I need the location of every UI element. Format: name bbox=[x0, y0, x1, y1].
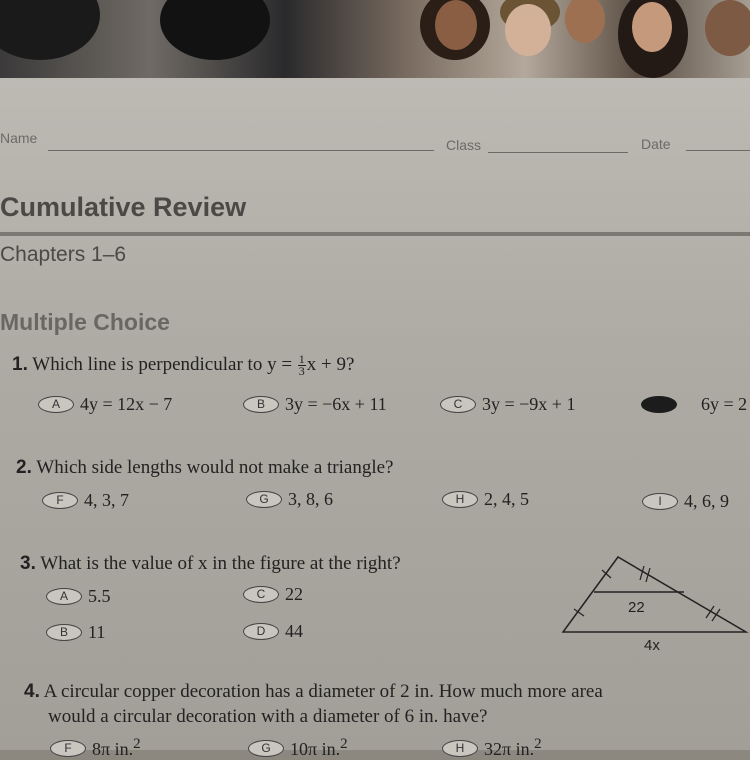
question-text: Which line is perpendicular to y = bbox=[32, 354, 293, 375]
question-text-end: x + 9? bbox=[306, 354, 355, 375]
date-field[interactable] bbox=[686, 150, 750, 151]
tick-mark bbox=[712, 609, 720, 621]
class-label: Class bbox=[446, 137, 482, 153]
choice-3d[interactable]: D 44 bbox=[243, 621, 303, 642]
answer-bubble[interactable]: A bbox=[46, 588, 82, 605]
answer-bubble[interactable]: F bbox=[50, 740, 86, 757]
name-label: Name bbox=[0, 130, 38, 146]
answer-bubble[interactable]: B bbox=[46, 624, 82, 641]
choice-2h[interactable]: H 2, 4, 5 bbox=[442, 489, 529, 510]
question-number: 4. bbox=[24, 681, 40, 702]
triangle-figure bbox=[556, 550, 750, 660]
question-4-line2: would a circular decoration with a diameter of 6 in. have? bbox=[48, 706, 488, 727]
question-text: A circular copper decoration has a diameter of 2 in. How much more area bbox=[43, 681, 603, 702]
choice-2i[interactable]: I 4, 6, 9 bbox=[642, 491, 729, 512]
choice-1a[interactable]: A 4y = 12x − 7 bbox=[38, 394, 172, 415]
class-field[interactable] bbox=[488, 152, 628, 153]
answer-bubble[interactable]: I bbox=[642, 493, 678, 510]
answer-bubble-filled[interactable] bbox=[641, 396, 677, 413]
choice-1c[interactable]: C 3y = −9x + 1 bbox=[440, 394, 575, 415]
name-field[interactable] bbox=[48, 150, 434, 151]
answer-bubble[interactable]: F bbox=[42, 492, 78, 509]
section-heading: Multiple Choice bbox=[0, 309, 170, 335]
question-text: Which side lengths would not make a triangle? bbox=[36, 457, 394, 478]
midsegment-label: 22 bbox=[628, 599, 645, 616]
choice-4f[interactable]: F 8π in.$^2$ bbox=[50, 736, 141, 760]
date-label: Date bbox=[641, 136, 671, 152]
question-number: 2. bbox=[16, 457, 32, 478]
question-1 bbox=[12, 354, 354, 377]
answer-bubble[interactable]: G bbox=[248, 740, 284, 757]
question-number: 1. bbox=[12, 354, 28, 375]
fraction: $\frac{1}{3}$ bbox=[298, 352, 305, 379]
choice-3a[interactable]: A 5.5 bbox=[46, 586, 111, 607]
page-title: Cumulative Review bbox=[0, 192, 247, 222]
title-divider bbox=[0, 232, 750, 236]
triangle-outline bbox=[563, 557, 746, 632]
question-text: What is the value of x in the figure at the right? bbox=[40, 553, 401, 574]
answer-bubble[interactable]: D bbox=[243, 623, 279, 640]
tick-mark bbox=[640, 566, 644, 580]
answer-bubble[interactable]: B bbox=[243, 396, 279, 413]
answer-bubble[interactable]: C bbox=[243, 586, 279, 603]
choice-1b[interactable]: B 3y = −6x + 11 bbox=[243, 394, 387, 415]
base-label: 4x bbox=[644, 637, 660, 654]
question-number: 3. bbox=[20, 553, 36, 574]
choice-2g[interactable]: G 3, 8, 6 bbox=[246, 489, 333, 510]
chapters-subtitle: Chapters 1–6 bbox=[0, 243, 127, 266]
choice-3c[interactable]: C 22 bbox=[243, 584, 303, 605]
choice-4g[interactable]: G 10π in.$^2$ bbox=[248, 736, 348, 760]
answer-bubble[interactable]: H bbox=[442, 491, 478, 508]
question-2 bbox=[16, 457, 394, 479]
choice-1d[interactable]: 6y = 2 bbox=[641, 394, 747, 415]
answer-bubble[interactable]: H bbox=[442, 740, 478, 757]
answer-bubble[interactable]: G bbox=[246, 491, 282, 508]
question-4 bbox=[24, 681, 603, 703]
choice-2f[interactable]: F 4, 3, 7 bbox=[42, 490, 129, 511]
question-3 bbox=[20, 553, 401, 575]
answer-bubble[interactable]: C bbox=[440, 396, 476, 413]
choice-4h[interactable]: H 32π in.$^2$ bbox=[442, 736, 542, 760]
choice-3b[interactable]: B 11 bbox=[46, 622, 105, 643]
answer-bubble[interactable]: A bbox=[38, 396, 74, 413]
header-photo bbox=[0, 0, 750, 78]
